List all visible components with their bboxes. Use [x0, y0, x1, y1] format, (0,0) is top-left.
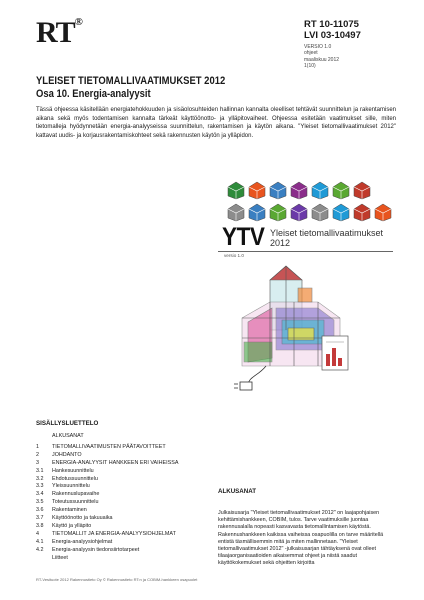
- building-model-icon: [312, 204, 328, 221]
- toc-item: [36, 491, 204, 499]
- logo-text: RT: [36, 16, 75, 49]
- building-model-icon: [228, 204, 244, 221]
- icon-strip: [222, 175, 394, 223]
- registered-mark: ®: [74, 16, 82, 28]
- toc-item-label: Ehdotussuunnittelu: [52, 475, 98, 482]
- title-line-1: YLEISET TIETOMALLIVAATIMUKSET 2012: [36, 75, 226, 87]
- toc-item-number: 3.4: [36, 491, 44, 498]
- toc-item-label: TIETOMALLIVAATIMUSTEN PÄÄTAVOITTEET: [52, 443, 166, 450]
- document-title: [36, 75, 225, 101]
- alkusanat-body: [218, 510, 396, 568]
- toc-item: [36, 547, 204, 555]
- toc-item-label: ENERGIA-ANALYYSIT HANKKEEN ERI VAIHEISSA: [52, 459, 179, 466]
- toc-title: SISÄLLYSLUETTELO: [36, 420, 99, 427]
- toc-item-label: Rakentaminen: [52, 507, 87, 514]
- report-document-icon: [322, 336, 348, 370]
- title-line-2: Osa 10. Energia-analyysit: [36, 88, 151, 100]
- toc-item-number: 4.2: [36, 546, 44, 553]
- toc-item-label: Käyttö ja ylläpito: [52, 522, 92, 529]
- toc-item-label: Rakennuslupavaihe: [52, 491, 100, 498]
- intro-paragraph: [36, 106, 396, 140]
- toc-item: [36, 515, 204, 523]
- page-footer: RT-Vesituote 2012 Rakennustieto Oy © Rakennustieto RT:n ja COBIM-hankkeen osapuolet: [36, 577, 198, 582]
- document-meta: [304, 44, 339, 70]
- building-model-icon: [375, 204, 391, 221]
- building-model-icon: [291, 182, 307, 199]
- toc-item-number: 3.2: [36, 475, 44, 482]
- toc-item-label: Toteutussuunnittelu: [52, 499, 99, 506]
- toc-item: [36, 523, 204, 531]
- rt-code: RT 10-11075: [304, 19, 359, 30]
- toc-item-label: Liitteet: [52, 554, 68, 561]
- toc-item-number: 4.1: [36, 538, 44, 545]
- toc-item-number: 1: [36, 443, 39, 450]
- toc-item-label: TIETOMALLIT JA ENERGIA-ANALYYSIOHJELMAT: [52, 530, 176, 537]
- toc-item-number: [36, 433, 52, 441]
- toc-item-number: 3.8: [36, 522, 44, 529]
- building-model-icon: [333, 204, 349, 221]
- toc-item-label: JOHDANTO: [52, 451, 82, 458]
- building-model-icon: [249, 204, 265, 221]
- alkusanat-title: ALKUSANAT: [218, 488, 257, 495]
- cover-subtitle-line-1: Yleiset tietomallivaatimukset: [270, 228, 384, 238]
- toc-item: [36, 452, 204, 460]
- toc-item: [36, 476, 204, 484]
- toc-item-label: Yleissuunnittelu: [52, 483, 90, 490]
- building-model-icon: [270, 204, 286, 221]
- toc-item: [36, 539, 204, 547]
- building-model-icon: [354, 204, 370, 221]
- ytv-logo: YTV: [222, 223, 265, 251]
- toc-item-number: 3.7: [36, 515, 44, 522]
- power-plug-icon: [234, 366, 266, 390]
- cover-subtitle-line-2: 2012: [270, 238, 291, 248]
- cover-divider: [218, 251, 393, 252]
- version-label: VERSIO 1.0: [304, 44, 332, 50]
- toc-item-label: ALKUSANAT: [52, 433, 84, 439]
- lvi-code: LVI 03-10497: [304, 30, 361, 41]
- doc-type: ohjeet: [304, 50, 318, 57]
- toc-item-number: 2: [36, 451, 39, 458]
- building-model-icon: [312, 182, 328, 199]
- document-codes: [304, 19, 361, 41]
- intro-text: Tässä ohjeessa käsitellään energiatehokkuuden ja sisäolosuhteiden hallinnan kannalta oleelliset tehtävät suunnittelun ja rakentamisen aikana sekä myös todentamisen kannalta tärkeät käyttöönotto- ja ylläpitovaiheet. Ohjeessa esitetään vaatimukset sille, miten tietomalleja hyödynnetään energia-analyyseissa suunnittelun, rakentamisen ja käytön aikana. "Yleiset tietomallivaatimukset 2012" kattavat uudis- ja korjausrakentamiskohteet sekä rakennusten käytön ja ylläpidon.: [36, 107, 396, 139]
- toc-item: [36, 444, 204, 452]
- toc-item: [36, 531, 204, 539]
- toc-item-number: 3.3: [36, 483, 44, 490]
- table-of-contents: [36, 433, 204, 563]
- alkusanat-paragraph: Julkaisusarja "Yleiset tietomallivaatimukset 2012" on laajapohjaisen kehittämishankkeen, COBIM, tulos. Tarve vaatimuksille juontaa rakennusalalla nopeasti kasvavasta tietomallintamisen käytöstä. Rakennushankkeen kaikissa vaiheissa osapuolilla on tarve määritellä entistä täsmällisemmin mitä ja miten mallinnetaan. "Yleiset tietomallivaatimukset 2012" -julkaisusarjan tähtäyksenä ovat olleet tilaajaorganisaatioiden aikaisemmat ohjeet ja niistä saadut käyttökokemukset sekä ohjeitten kirjoitta: [218, 510, 384, 567]
- toc-item: [36, 507, 204, 515]
- toc-item-number: [36, 555, 52, 563]
- building-model-icon: [228, 182, 244, 199]
- building-model-icon: [270, 182, 286, 199]
- building-model-icon: [249, 182, 265, 199]
- toc-item-number: 4: [36, 530, 39, 537]
- toc-item-label: Hankesuunnittelu: [52, 467, 94, 474]
- toc-item-label: Energia-analyysiohjelmat: [52, 538, 113, 545]
- toc-item-number: 3.5: [36, 499, 44, 506]
- toc-item-label: Käyttöönotto ja takuuaika: [52, 515, 113, 522]
- building-illustration: [228, 258, 358, 398]
- toc-item-number: 3.1: [36, 467, 44, 474]
- page-count: 1(10): [304, 63, 316, 70]
- building-model-icon: [291, 204, 307, 221]
- toc-item: [36, 555, 204, 563]
- doc-date: maaliskuu 2012: [304, 56, 340, 63]
- building-model-icon: [354, 182, 370, 199]
- building-model-icon: [333, 182, 349, 199]
- rt-logo: [36, 18, 82, 48]
- toc-item: [36, 483, 204, 491]
- toc-item: [36, 460, 204, 468]
- toc-item: [36, 499, 204, 507]
- cover-version: versio 1.0: [224, 253, 244, 258]
- toc-item-number: 3.6: [36, 507, 44, 514]
- toc-item-label: Energia-analyysin tiedonsiirtotarpeet: [52, 546, 140, 553]
- toc-item: [36, 468, 204, 476]
- toc-item: [36, 433, 204, 441]
- cover-subtitle: [270, 228, 383, 248]
- toc-item-number: 3: [36, 459, 39, 466]
